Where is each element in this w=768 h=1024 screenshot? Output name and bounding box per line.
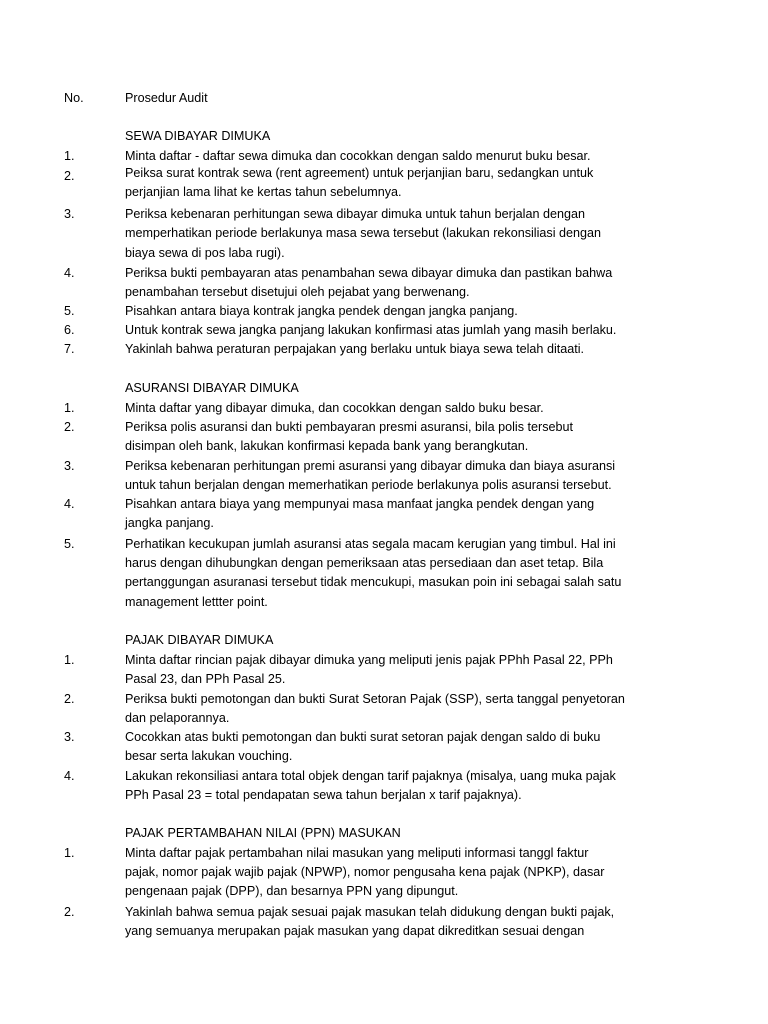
item-text-line: Pasal 23, dan PPh Pasal 25. — [125, 672, 286, 686]
item-text-line: besar serta lakukan vouching. — [125, 749, 293, 763]
item-text-line: perjanjian lama lihat ke kertas tahun sebelumnya. — [125, 185, 402, 199]
item-text-line: Peiksa surat kontrak sewa (rent agreement) untuk perjanjian baru, sedangkan untuk — [125, 166, 594, 180]
item-number: 1. — [64, 401, 75, 415]
item-text-line: Yakinlah bahwa semua pajak sesuai pajak masukan telah didukung dengan bukti pajak, — [125, 905, 615, 919]
item-text-line: Periksa polis asuransi dan bukti pembayaran presmi asuransi, bila polis tersebut — [125, 420, 574, 434]
section-title: ASURANSI DIBAYAR DIMUKA — [125, 381, 299, 395]
header-title: Prosedur Audit — [125, 91, 208, 105]
item-text-line: Periksa bukti pemotongan dan bukti Surat Setoran Pajak (SSP), serta tanggal penyetoran — [125, 692, 625, 706]
header-no: No. — [64, 91, 84, 105]
item-text-line: Periksa kebenaran perhitungan premi asuransi yang dibayar dimuka dan biaya asuransi — [125, 459, 616, 473]
item-text-line: jangka panjang. — [125, 516, 214, 530]
item-text-line: memperhatikan periode berlakunya masa sewa tersebut (lakukan rekonsiliasi dengan — [125, 226, 602, 240]
item-number: 2. — [64, 420, 75, 434]
item-number: 2. — [64, 905, 75, 919]
item-text-line: Periksa bukti pembayaran atas penambahan sewa dibayar dimuka dan pastikan bahwa — [125, 266, 613, 280]
item-text-line: harus dengan dihubungkan dengan pemeriksaan atas persediaan dan aset tetap. Bila — [125, 556, 604, 570]
item-text-line: pajak, nomor pajak wajib pajak (NPWP), nomor pengusaha kena pajak (NPKP), dasar — [125, 865, 605, 879]
item-text-line: Yakinlah bahwa peraturan perpajakan yang berlaku untuk biaya sewa telah ditaati. — [125, 342, 585, 356]
item-text-line: Minta daftar yang dibayar dimuka, dan cocokkan dengan saldo buku besar. — [125, 401, 544, 415]
item-text-line: pertanggungan asuranasi tersebut tidak mencukupi, masukan poin ini sebagai salah satu — [125, 575, 622, 589]
item-text-line: untuk tahun berjalan dengan memerhatikan periode berlakunya polis asuransi tersebut. — [125, 478, 612, 492]
item-text-line: PPh Pasal 23 = total pendapatan sewa tahun berjalan x tarif pajaknya). — [125, 788, 522, 802]
item-text-line: pengenaan pajak (DPP), dan besarnya PPN yang dipungut. — [125, 884, 459, 898]
item-text-line: Untuk kontrak sewa jangka panjang lakukan konfirmasi atas jumlah yang masih berlaku. — [125, 323, 617, 337]
item-text-line: disimpan oleh bank, lakukan konfirmasi kepada bank yang berangkutan. — [125, 439, 529, 453]
item-text-line: yang semuanya merupakan pajak masukan yang dapat dikreditkan sesuai dengan — [125, 924, 585, 938]
item-number: 5. — [64, 304, 75, 318]
item-number: 3. — [64, 730, 75, 744]
item-text-line: management lettter point. — [125, 595, 268, 609]
section-title: PAJAK DIBAYAR DIMUKA — [125, 633, 274, 647]
item-number: 3. — [64, 207, 75, 221]
item-text-line: Periksa kebenaran perhitungan sewa dibayar dimuka untuk tahun berjalan dengan — [125, 207, 585, 221]
item-text-line: Cocokkan atas bukti pemotongan dan bukti surat setoran pajak dengan saldo di buku — [125, 730, 601, 744]
item-text-line: Pisahkan antara biaya kontrak jangka pendek dengan jangka panjang. — [125, 304, 518, 318]
item-text-line: dan pelaporannya. — [125, 711, 230, 725]
item-text-line: Minta daftar rincian pajak dibayar dimuka yang meliputi jenis pajak PPhh Pasal 22, PPh — [125, 653, 613, 667]
item-number: 7. — [64, 342, 75, 356]
item-text-line: penambahan tersebut disetujui oleh pejabat yang berwenang. — [125, 285, 470, 299]
item-text-line: Lakukan rekonsiliasi antara total objek dengan tarif pajaknya (misalya, uang muka pajak — [125, 769, 616, 783]
item-number: 5. — [64, 537, 75, 551]
item-number: 6. — [64, 323, 75, 337]
item-text-line: Perhatikan kecukupan jumlah asuransi atas segala macam kerugian yang timbul. Hal ini — [125, 537, 616, 551]
item-number: 2. — [64, 692, 75, 706]
item-text-line: Minta daftar pajak pertambahan nilai masukan yang meliputi informasi tanggl faktur — [125, 846, 589, 860]
item-text-line: Minta daftar - daftar sewa dimuka dan cocokkan dengan saldo menurut buku besar. — [125, 149, 591, 163]
item-number: 4. — [64, 497, 75, 511]
item-number: 4. — [64, 266, 75, 280]
item-number: 1. — [64, 653, 75, 667]
item-number: 4. — [64, 769, 75, 783]
item-number: 1. — [64, 846, 75, 860]
item-number: 1. — [64, 149, 75, 163]
section-title: SEWA DIBAYAR DIMUKA — [125, 129, 271, 143]
section-title: PAJAK PERTAMBAHAN NILAI (PPN) MASUKAN — [125, 826, 401, 840]
item-text-line: Pisahkan antara biaya yang mempunyai masa manfaat jangka pendek dengan yang — [125, 497, 595, 511]
item-number: 2. — [64, 169, 75, 183]
item-text-line: biaya sewa di pos laba rugi). — [125, 246, 285, 260]
item-number: 3. — [64, 459, 75, 473]
